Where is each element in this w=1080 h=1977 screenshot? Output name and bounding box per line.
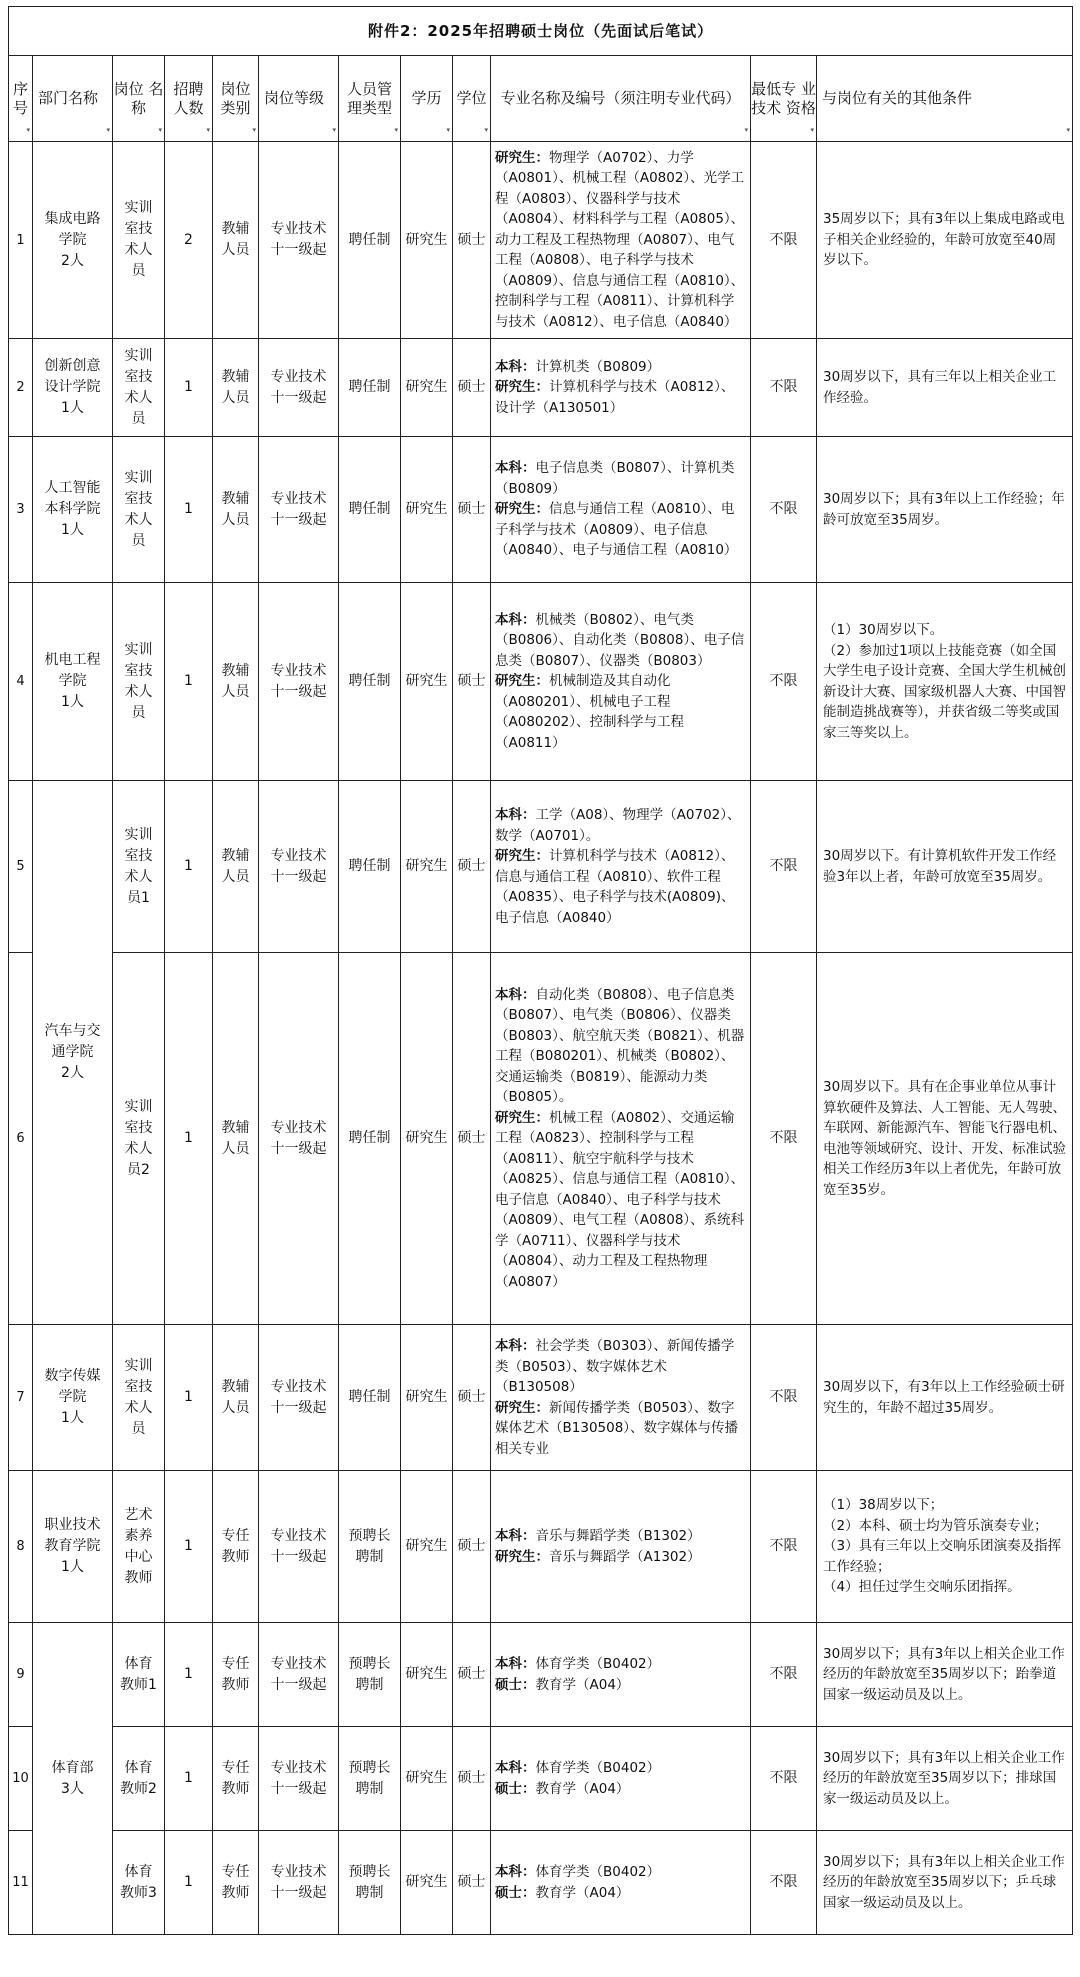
major-label: 本科： <box>495 1656 536 1672</box>
cell-degree: 硕士 <box>453 953 491 1325</box>
cell-major <box>491 953 751 1325</box>
header-mgmt[interactable]: 人员管 理类型 ▾ <box>339 56 401 142</box>
header-dept[interactable]: 部门名称 ▾ <box>33 56 113 142</box>
cell-mgmt: 预聘长 聘制 <box>339 1623 401 1727</box>
cell-grade: 专业技术 十一级起 <box>259 437 339 583</box>
major-text: 电子信息类（B0807）、计算机类（B0809） <box>495 460 735 497</box>
cell-grade: 专业技术 十一级起 <box>259 339 339 437</box>
header-qual[interactable]: 最低专 业技术 资格 ▾ <box>751 56 817 142</box>
table-title: 附件2：2025年招聘硕士岗位（先面试后笔试） <box>9 7 1073 56</box>
cell-dept: 创新创意 设计学院 1人 <box>33 339 113 437</box>
cell-dept: 机电工程 学院 1人 <box>33 583 113 781</box>
major-text: 体育学类（B0402） <box>535 1760 661 1776</box>
major-text: 教育学（A04） <box>535 1884 630 1901</box>
cell-major <box>491 437 751 583</box>
cell-qual: 不限 <box>751 781 817 953</box>
cell-no: 1 <box>9 142 33 339</box>
header-no[interactable]: 序 号 ▾ <box>9 56 33 142</box>
cell-category: 教辅 人员 <box>213 953 259 1325</box>
cell-degree: 硕士 <box>453 1831 491 1935</box>
major-text: 自动化类（B0808）、电子信息类（B0807）、电气类（B0806）、仪器类（B0803）、航空航天类（B0821）、机器工程（B080201）、机械类（B0802）、交通运输类（B0819）、能源动力类（B0805）。 <box>495 986 745 1106</box>
cell-post: 实训 室技 术人 员 <box>113 583 165 781</box>
cell-cond: （1）38周岁以下； （2）本科、硕士均为管乐演奏专业； （3）具有三年以上交响乐团演奏及指挥工作经验； （4）担任过学生交响乐团指挥。 <box>817 1471 1073 1623</box>
header-row <box>9 56 1073 142</box>
cell-count: 1 <box>165 953 213 1325</box>
cell-category: 教辅 人员 <box>213 437 259 583</box>
cell-major <box>491 1325 751 1471</box>
cell-count: 1 <box>165 1325 213 1471</box>
cell-major <box>491 1727 751 1831</box>
major-label: 本科： <box>495 1760 536 1776</box>
table-row <box>9 339 1073 437</box>
cell-grade: 专业技术 十一级起 <box>259 1623 339 1727</box>
table-row <box>9 583 1073 781</box>
major-text: 音乐与舞蹈学类（B1302） <box>535 1528 701 1544</box>
cell-mgmt: 聘任制 <box>339 953 401 1325</box>
cell-dept: 数字传媒 学院 1人 <box>33 1325 113 1471</box>
table-row <box>9 1831 1073 1935</box>
table-row <box>9 781 1073 953</box>
cell-degree: 硕士 <box>453 1727 491 1831</box>
cell-edu: 研究生 <box>401 1727 453 1831</box>
cell-category: 教辅 人员 <box>213 781 259 953</box>
cell-category: 专任 教师 <box>213 1623 259 1727</box>
title-row <box>9 7 1073 56</box>
cell-category: 教辅 人员 <box>213 583 259 781</box>
cell-count: 1 <box>165 339 213 437</box>
major-text: 机械类（B0802）、电气类（B0806）、自动化类（B0808）、电子信息类（B0807）、仪器类（B0803） <box>495 611 745 669</box>
cell-qual: 不限 <box>751 1471 817 1623</box>
header-count[interactable]: 招聘 人数 ▾ <box>165 56 213 142</box>
cell-dept: 汽车与交 通学院 2人 <box>33 781 113 1325</box>
major-label: 研究生： <box>495 1109 549 1126</box>
cell-edu: 研究生 <box>401 953 453 1325</box>
cell-post: 体育 教师2 <box>113 1727 165 1831</box>
cell-mgmt: 聘任制 <box>339 781 401 953</box>
cell-cond: 30周岁以下。有计算机软件开发工作经验3年以上者，年龄可放宽至35周岁。 <box>817 781 1073 953</box>
cell-degree: 硕士 <box>453 339 491 437</box>
table-row <box>9 1325 1073 1471</box>
cell-post: 实训 室技 术人 员 <box>113 142 165 339</box>
major-text: 社会学类（B0303）、新闻传播学类（B0503）、数字媒体艺术（B130508） <box>495 1338 735 1395</box>
cell-mgmt: 聘任制 <box>339 1325 401 1471</box>
major-label: 本科： <box>495 460 536 477</box>
cell-degree: 硕士 <box>453 1325 491 1471</box>
cell-no: 9 <box>9 1623 33 1727</box>
cell-edu: 研究生 <box>401 1325 453 1471</box>
cell-category: 专任 教师 <box>213 1727 259 1831</box>
table-row <box>9 437 1073 583</box>
cell-dept: 职业技术 教育学院 1人 <box>33 1471 113 1623</box>
cell-qual: 不限 <box>751 1623 817 1727</box>
cell-edu: 研究生 <box>401 1471 453 1623</box>
cell-cond: 35周岁以下；具有3年以上集成电路或电子相关企业经验的，年龄可放宽至40周岁以下。 <box>817 142 1073 339</box>
cell-count: 1 <box>165 781 213 953</box>
major-label: 研究生： <box>495 1548 549 1565</box>
cell-mgmt: 预聘长 聘制 <box>339 1471 401 1623</box>
cell-category: 专任 教师 <box>213 1831 259 1935</box>
cell-qual: 不限 <box>751 953 817 1325</box>
cell-count: 2 <box>165 142 213 339</box>
cell-mgmt: 预聘长 聘制 <box>339 1831 401 1935</box>
cell-edu: 研究生 <box>401 781 453 953</box>
cell-dept: 体育部 3人 <box>33 1623 113 1935</box>
major-text: 信息与通信工程（A0810）、电子科学与技术（A0809）、电子信息（A0840）、电子与通信工程（A0810） <box>495 501 738 559</box>
major-text: 教育学（A04） <box>535 1780 630 1797</box>
major-label: 研究生： <box>495 149 549 166</box>
cell-degree: 硕士 <box>453 437 491 583</box>
cell-cond: 30周岁以下；具有3年以上工作经验；年龄可放宽至35周岁。 <box>817 437 1073 583</box>
major-label: 研究生： <box>495 848 549 864</box>
cell-edu: 研究生 <box>401 1831 453 1935</box>
cell-qual: 不限 <box>751 1727 817 1831</box>
major-label: 本科： <box>495 1338 536 1354</box>
cell-grade: 专业技术 十一级起 <box>259 1727 339 1831</box>
cell-cond: 30周岁以下；具有3年以上相关企业工作经历的年龄放宽至35周岁以下；排球国家一级运动员及以上。 <box>817 1727 1073 1831</box>
table-row <box>9 1471 1073 1623</box>
major-label: 本科： <box>495 986 536 1003</box>
header-major[interactable]: 专业名称及编号（须注明专业代码） ▾ <box>491 56 751 142</box>
cell-post: 艺术 素养 中心 教师 <box>113 1471 165 1623</box>
major-label: 研究生： <box>495 379 549 396</box>
cell-mgmt: 聘任制 <box>339 339 401 437</box>
cell-no: 6 <box>9 953 33 1325</box>
major-label: 本科： <box>495 1528 536 1544</box>
cell-grade: 专业技术 十一级起 <box>259 583 339 781</box>
cell-edu: 研究生 <box>401 437 453 583</box>
cell-cond: 30周岁以下；具有3年以上相关企业工作经历的年龄放宽至35周岁以下；乒乓球国家一级运动员及以上。 <box>817 1831 1073 1935</box>
header-category[interactable]: 岗位 类别 ▾ <box>213 56 259 142</box>
major-label: 硕士： <box>495 1884 536 1901</box>
cell-cond: 30周岁以下；具有3年以上相关企业工作经历的年龄放宽至35周岁以下；跆拳道国家一级运动员及以上。 <box>817 1623 1073 1727</box>
header-degree[interactable]: 学位 ▾ <box>453 56 491 142</box>
cell-cond: 30周岁以下，具有三年以上相关企业工作经验。 <box>817 339 1073 437</box>
cell-post: 实训 室技 术人 员 <box>113 339 165 437</box>
cell-major <box>491 1471 751 1623</box>
major-text: 计算机科学与技术（A0812）、信息与通信工程（A0810）、软件工程（A0835）、电子科学与技术(A0809)、电子信息（A0840） <box>495 848 735 926</box>
major-label: 本科： <box>495 1864 536 1880</box>
cell-degree: 硕士 <box>453 142 491 339</box>
major-text: 机械工程（A0802）、交通运输工程（A0823）、控制科学与工程（A0811）、航空宇航科学与技术（A0825）、信息与通信工程（A0810）、电子信息（A0840）、电子科学与技术（A0809）、电气工程（A0808）、系统科学（A0711）、仪器科学与技术（A0804）、动力工程及工程热物理（A0807） <box>495 1109 745 1290</box>
table-row <box>9 142 1073 339</box>
major-text: 教育学（A04） <box>535 1676 630 1693</box>
cell-count: 1 <box>165 1727 213 1831</box>
cell-degree: 硕士 <box>453 1623 491 1727</box>
recruitment-sheet <box>8 6 1072 1971</box>
cell-qual: 不限 <box>751 437 817 583</box>
major-text: 工学（A08）、物理学（A0702）、数学（A0701）。 <box>495 807 741 844</box>
cell-post: 实训 室技 术人 员 <box>113 1325 165 1471</box>
cell-qual: 不限 <box>751 339 817 437</box>
major-text: 计算机类（B0809） <box>535 358 661 375</box>
cell-mgmt: 聘任制 <box>339 583 401 781</box>
cell-mgmt: 聘任制 <box>339 437 401 583</box>
table-row <box>9 1727 1073 1831</box>
cell-post: 实训 室技 术人 员 <box>113 437 165 583</box>
cell-post: 体育 教师1 <box>113 1623 165 1727</box>
cell-degree: 硕士 <box>453 1471 491 1623</box>
cell-cond: 30周岁以下。具有在企事业单位从事计算软硬件及算法、人工智能、无人驾驶、车联网、新能源汽车、智能飞行器电机、电池等领域研究、设计、开发、标准试验相关工作经历3年以上者优先，年龄可放宽至35岁。 <box>817 953 1073 1325</box>
major-text: 体育学类（B0402） <box>535 1864 661 1880</box>
cell-grade: 专业技术 十一级起 <box>259 781 339 953</box>
cell-grade: 专业技术 十一级起 <box>259 1831 339 1935</box>
cell-no: 11 <box>9 1831 33 1935</box>
table-row <box>9 953 1073 1325</box>
major-text: 音乐与舞蹈学（A1302） <box>549 1548 701 1565</box>
cell-no: 8 <box>9 1471 33 1623</box>
cell-grade: 专业技术 十一级起 <box>259 1471 339 1623</box>
cell-grade: 专业技术 十一级起 <box>259 953 339 1325</box>
cell-count: 1 <box>165 1623 213 1727</box>
cell-post: 体育 教师3 <box>113 1831 165 1935</box>
header-edu[interactable]: 学历 ▾ <box>401 56 453 142</box>
cell-no: 3 <box>9 437 33 583</box>
cell-major <box>491 142 751 339</box>
cell-qual: 不限 <box>751 142 817 339</box>
cell-dept: 人工智能 本科学院 1人 <box>33 437 113 583</box>
cell-qual: 不限 <box>751 583 817 781</box>
table-row <box>9 1623 1073 1727</box>
recruitment-table <box>8 6 1073 1935</box>
cell-major <box>491 1623 751 1727</box>
major-label: 研究生： <box>495 673 549 690</box>
cell-count: 1 <box>165 437 213 583</box>
cell-edu: 研究生 <box>401 583 453 781</box>
cell-post: 实训 室技 术人 员1 <box>113 781 165 953</box>
major-text: 新闻传播学类（B0503）、数字媒体艺术（B130508）、数字媒体与传播相关专业 <box>495 1399 739 1457</box>
cell-category: 专任 教师 <box>213 1471 259 1623</box>
cell-major <box>491 339 751 437</box>
cell-category: 教辅 人员 <box>213 339 259 437</box>
cell-count: 1 <box>165 1831 213 1935</box>
cell-major <box>491 583 751 781</box>
major-text: 体育学类（B0402） <box>535 1656 661 1672</box>
cell-edu: 研究生 <box>401 339 453 437</box>
cell-no: 7 <box>9 1325 33 1471</box>
major-label: 研究生： <box>495 1399 549 1416</box>
cell-degree: 硕士 <box>453 781 491 953</box>
cell-no: 5 <box>9 781 33 953</box>
major-text: 计算机科学与技术（A0812）、设计学（A130501） <box>495 379 735 416</box>
major-text: 物理学（A0702）、力学（A0801）、机械工程（A0802）、光学工程（A0803）、仪器科学与技术（A0804）、材料科学与工程（A0805）、动力工程及工程热物理（A0807）、电气工程（A0808）、电子科学与技术（A0809）、信息与通信工程（A0810）、控制科学与工程（A0811）、计算机科学与技术（A0812）、电子信息（A0840） <box>495 149 745 330</box>
cell-major <box>491 1831 751 1935</box>
cell-grade: 专业技术 十一级起 <box>259 1325 339 1471</box>
header-cond[interactable]: 与岗位有关的其他条件 ▾ <box>817 56 1073 142</box>
cell-cond: （1）30周岁以下。 （2）参加过1项以上技能竞赛（如全国大学生电子设计竞赛、全国大学生机械创新设计大赛、国家级机器人大赛、中国智能制造挑战赛等），并获省级二等奖或国家三等奖以上。 <box>817 583 1073 781</box>
cell-no: 2 <box>9 339 33 437</box>
cell-qual: 不限 <box>751 1831 817 1935</box>
major-label: 硕士： <box>495 1780 536 1797</box>
cell-grade: 专业技术 十一级起 <box>259 142 339 339</box>
cell-dept: 集成电路 学院 2人 <box>33 142 113 339</box>
cell-qual: 不限 <box>751 1325 817 1471</box>
cell-degree: 硕士 <box>453 583 491 781</box>
header-grade[interactable]: 岗位等级 ▾ <box>259 56 339 142</box>
cell-edu: 研究生 <box>401 142 453 339</box>
major-label: 硕士： <box>495 1676 536 1693</box>
major-label: 本科： <box>495 807 536 823</box>
cell-cond: 30周岁以下，有3年以上工作经验硕士研究生的，年龄不超过35周岁。 <box>817 1325 1073 1471</box>
major-text: 机械制造及其自动化（A080201）、机械电子工程（A080202）、控制科学与工程（A0811） <box>495 673 685 751</box>
cell-count: 1 <box>165 583 213 781</box>
major-label: 本科： <box>495 611 536 628</box>
header-post[interactable]: 岗位 名称 ▾ <box>113 56 165 142</box>
cell-category: 教辅 人员 <box>213 142 259 339</box>
major-label: 研究生： <box>495 501 549 518</box>
cell-edu: 研究生 <box>401 1623 453 1727</box>
cell-category: 教辅 人员 <box>213 1325 259 1471</box>
cell-count: 1 <box>165 1471 213 1623</box>
cell-major <box>491 781 751 953</box>
cell-mgmt: 预聘长 聘制 <box>339 1727 401 1831</box>
cell-mgmt: 聘任制 <box>339 142 401 339</box>
major-label: 本科： <box>495 358 536 375</box>
cell-post: 实训 室技 术人 员2 <box>113 953 165 1325</box>
cell-no: 4 <box>9 583 33 781</box>
cell-no: 10 <box>9 1727 33 1831</box>
